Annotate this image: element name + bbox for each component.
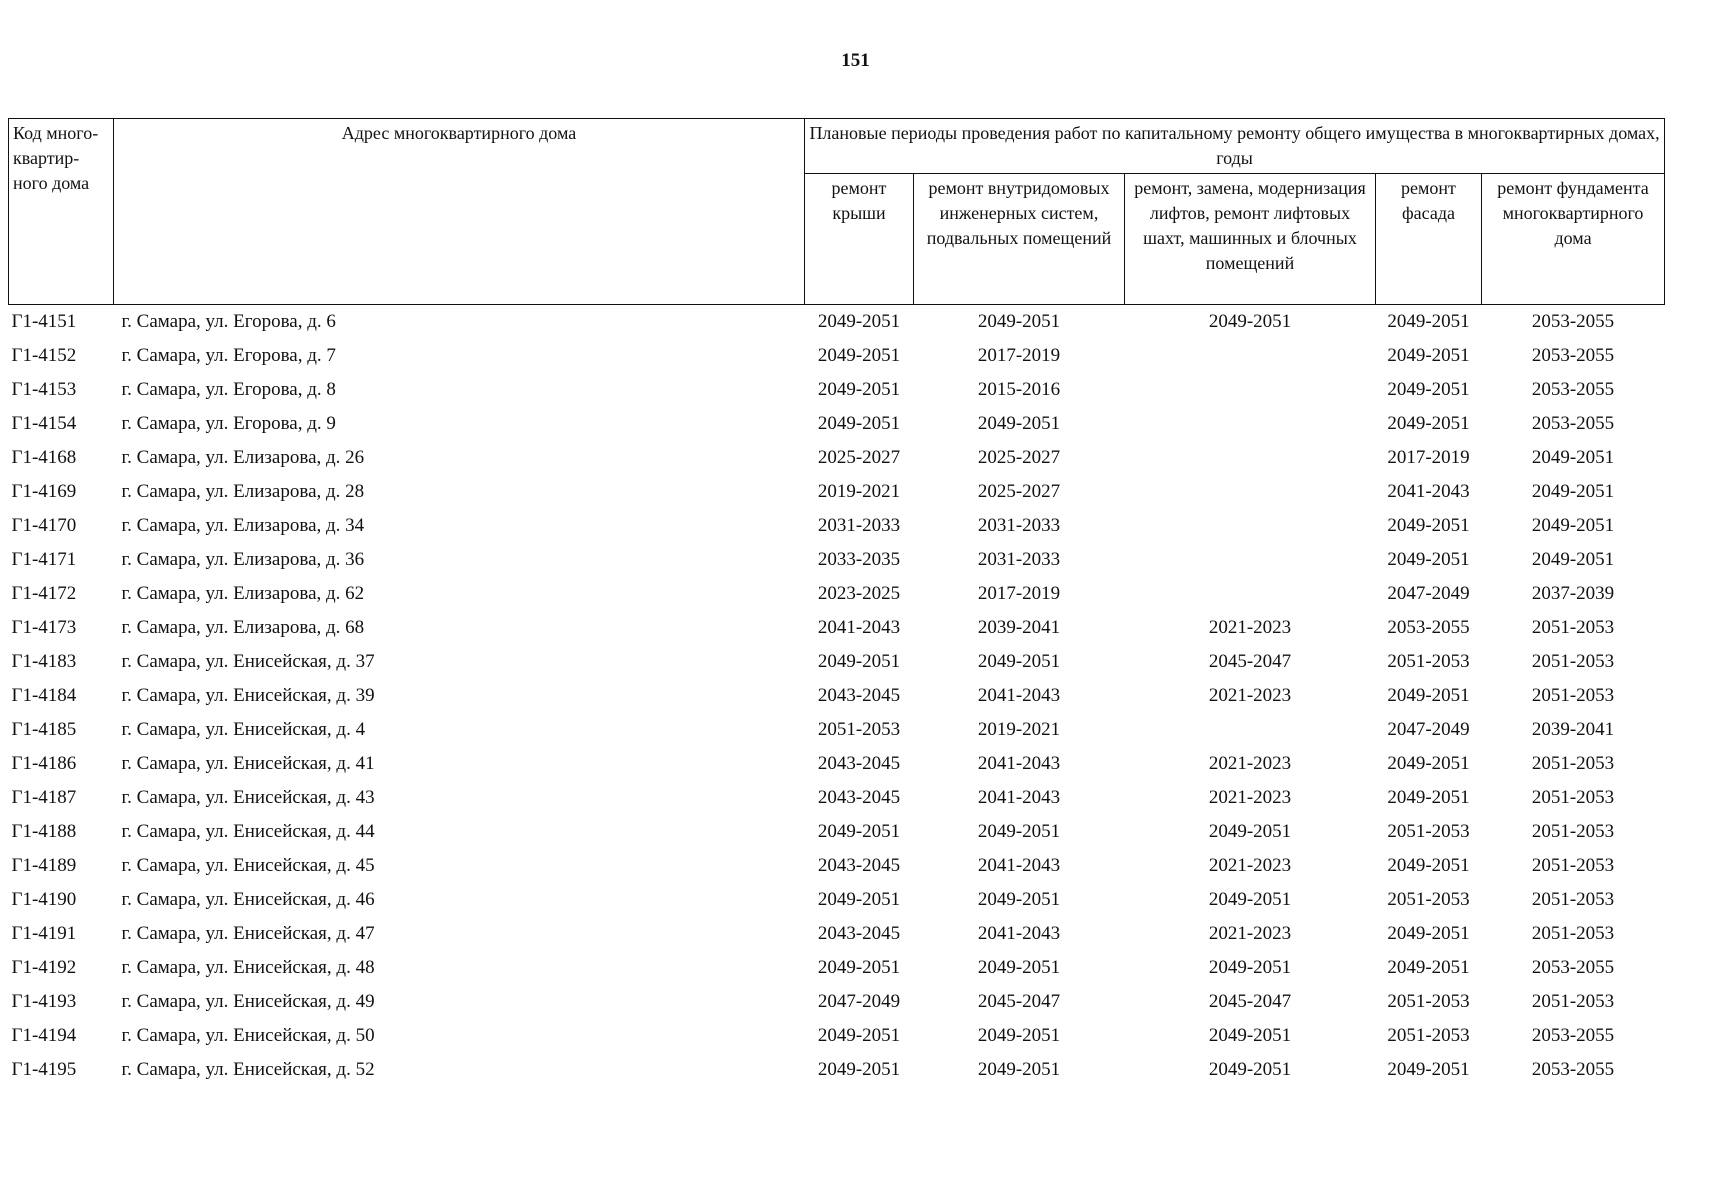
cell-facade: 2049-2051 <box>1387 753 1470 774</box>
table-row <box>9 781 1665 815</box>
cell-lifts <box>1125 509 1376 543</box>
cell-foundation: 2051-2053 <box>1531 923 1615 944</box>
cell-systems: 2017-2019 <box>977 583 1061 604</box>
cell-foundation: 2039-2041 <box>1531 719 1615 740</box>
cell-systems: 2041-2043 <box>977 855 1061 876</box>
cell-facade: 2051-2053 <box>1387 889 1470 910</box>
table-row <box>9 747 1665 781</box>
header-address: Адрес многоквартирного дома <box>114 119 805 305</box>
cell-roof: 2047-2049 <box>817 991 901 1012</box>
cell-facade: 2051-2053 <box>1387 991 1470 1012</box>
cell-foundation: 2053-2055 <box>1531 1059 1615 1080</box>
cell-systems: 2049-2051 <box>977 889 1061 910</box>
cell-facade: 2049-2051 <box>1387 515 1470 536</box>
table-row <box>9 1053 1665 1087</box>
cell-roof: 2049-2051 <box>817 1059 901 1080</box>
cell-roof: 2049-2051 <box>817 821 901 842</box>
cell-foundation: 2051-2053 <box>1531 855 1615 876</box>
cell-lifts: 2049-2051 <box>1208 889 1292 910</box>
header-lifts: ремонт, замена, модернизация лифтов, ремонт лифтовых шахт, машинных и блочных помещений <box>1125 174 1376 305</box>
cell-lifts: 2021-2023 <box>1208 787 1292 808</box>
cell-foundation: 2053-2055 <box>1531 379 1615 400</box>
header-roof: ремонт крыши <box>805 174 914 305</box>
table-row <box>9 917 1665 951</box>
cell-foundation: 2053-2055 <box>1531 957 1615 978</box>
cell-facade: 2049-2051 <box>1387 379 1470 400</box>
cell-address: г. Самара, ул. Егорова, д. 9 <box>121 413 336 434</box>
table-row <box>9 1019 1665 1053</box>
cell-systems: 2049-2051 <box>977 821 1061 842</box>
cell-code: Г1-4170 <box>11 515 77 536</box>
cell-facade: 2049-2051 <box>1387 685 1470 706</box>
cell-roof: 2049-2051 <box>817 345 901 366</box>
cell-address: г. Самара, ул. Елизарова, д. 34 <box>121 515 365 536</box>
cell-code: Г1-4173 <box>11 617 77 638</box>
cell-systems: 2049-2051 <box>977 413 1061 434</box>
cell-lifts <box>1125 339 1376 373</box>
table-row <box>9 679 1665 713</box>
cell-roof: 2051-2053 <box>817 719 901 740</box>
cell-address: г. Самара, ул. Егорова, д. 8 <box>121 379 336 400</box>
cell-facade: 2051-2053 <box>1387 1025 1470 1046</box>
cell-foundation: 2053-2055 <box>1531 1025 1615 1046</box>
cell-lifts <box>1125 577 1376 611</box>
cell-foundation: 2051-2053 <box>1531 753 1615 774</box>
cell-address: г. Самара, ул. Елизарова, д. 62 <box>121 583 365 604</box>
cell-facade: 2017-2019 <box>1387 447 1470 468</box>
cell-code: Г1-4172 <box>11 583 77 604</box>
table-row <box>9 951 1665 985</box>
cell-facade: 2049-2051 <box>1387 413 1470 434</box>
cell-code: Г1-4152 <box>11 345 77 366</box>
cell-foundation: 2051-2053 <box>1531 685 1615 706</box>
cell-code: Г1-4183 <box>11 651 77 672</box>
table-row <box>9 815 1665 849</box>
cell-foundation: 2053-2055 <box>1531 311 1615 332</box>
cell-facade: 2049-2051 <box>1387 787 1470 808</box>
cell-facade: 2049-2051 <box>1387 855 1470 876</box>
cell-foundation: 2051-2053 <box>1531 617 1615 638</box>
cell-facade: 2049-2051 <box>1387 311 1470 332</box>
cell-lifts: 2049-2051 <box>1208 957 1292 978</box>
cell-roof: 2041-2043 <box>817 617 901 638</box>
cell-roof: 2049-2051 <box>817 1025 901 1046</box>
cell-systems: 2049-2051 <box>977 651 1061 672</box>
cell-lifts: 2021-2023 <box>1208 753 1292 774</box>
cell-code: Г1-4153 <box>11 379 77 400</box>
cell-foundation: 2051-2053 <box>1531 651 1615 672</box>
cell-code: Г1-4189 <box>11 855 77 876</box>
table-row <box>9 373 1665 407</box>
cell-systems: 2031-2033 <box>977 515 1061 536</box>
table-row <box>9 305 1665 340</box>
cell-roof: 2025-2027 <box>817 447 901 468</box>
cell-systems: 2031-2033 <box>977 549 1061 570</box>
cell-address: г. Самара, ул. Енисейская, д. 39 <box>121 685 375 706</box>
cell-facade: 2053-2055 <box>1387 617 1470 638</box>
cell-address: г. Самара, ул. Енисейская, д. 46 <box>121 889 375 910</box>
cell-address: г. Самара, ул. Енисейская, д. 50 <box>121 1025 375 1046</box>
table-row <box>9 441 1665 475</box>
cell-systems: 2041-2043 <box>977 753 1061 774</box>
cell-lifts <box>1125 475 1376 509</box>
table-body <box>9 305 1665 1088</box>
cell-lifts: 2021-2023 <box>1208 685 1292 706</box>
cell-roof: 2043-2045 <box>817 685 901 706</box>
cell-lifts: 2021-2023 <box>1208 855 1292 876</box>
table-row <box>9 339 1665 373</box>
table-row <box>9 713 1665 747</box>
cell-address: г. Самара, ул. Енисейская, д. 37 <box>121 651 375 672</box>
cell-code: Г1-4169 <box>11 481 77 502</box>
cell-systems: 2045-2047 <box>977 991 1061 1012</box>
cell-systems: 2049-2051 <box>977 311 1061 332</box>
cell-facade: 2047-2049 <box>1387 583 1470 604</box>
cell-roof: 2049-2051 <box>817 957 901 978</box>
cell-address: г. Самара, ул. Енисейская, д. 52 <box>121 1059 375 1080</box>
header-row-main <box>9 119 1665 174</box>
header-foundation: ремонт фундамента многоквартирного дома <box>1482 174 1665 305</box>
cell-roof: 2031-2033 <box>817 515 901 536</box>
cell-address: г. Самара, ул. Енисейская, д. 47 <box>121 923 375 944</box>
cell-code: Г1-4195 <box>11 1059 77 1080</box>
cell-code: Г1-4151 <box>11 311 77 332</box>
cell-systems: 2049-2051 <box>977 1025 1061 1046</box>
cell-facade: 2051-2053 <box>1387 651 1470 672</box>
table-row <box>9 509 1665 543</box>
cell-roof: 2023-2025 <box>817 583 901 604</box>
table-row <box>9 475 1665 509</box>
header-facade: ремонт фасада <box>1376 174 1482 305</box>
cell-facade: 2047-2049 <box>1387 719 1470 740</box>
table-row <box>9 543 1665 577</box>
cell-facade: 2049-2051 <box>1387 345 1470 366</box>
cell-lifts: 2049-2051 <box>1208 1059 1292 1080</box>
cell-lifts <box>1125 441 1376 475</box>
cell-code: Г1-4194 <box>11 1025 77 1046</box>
cell-systems: 2025-2027 <box>977 447 1061 468</box>
cell-systems: 2019-2021 <box>977 719 1061 740</box>
cell-lifts <box>1125 543 1376 577</box>
cell-lifts <box>1125 373 1376 407</box>
cell-facade: 2051-2053 <box>1387 821 1470 842</box>
cell-code: Г1-4171 <box>11 549 77 570</box>
cell-address: г. Самара, ул. Енисейская, д. 44 <box>121 821 375 842</box>
cell-roof: 2049-2051 <box>817 651 901 672</box>
cell-foundation: 2049-2051 <box>1531 549 1615 570</box>
cell-roof: 2043-2045 <box>817 923 901 944</box>
cell-foundation: 2053-2055 <box>1531 345 1615 366</box>
cell-address: г. Самара, ул. Елизарова, д. 26 <box>121 447 365 468</box>
cell-roof: 2019-2021 <box>817 481 901 502</box>
cell-systems: 2049-2051 <box>977 957 1061 978</box>
cell-lifts: 2021-2023 <box>1208 923 1292 944</box>
cell-code: Г1-4185 <box>11 719 77 740</box>
cell-foundation: 2051-2053 <box>1531 787 1615 808</box>
cell-address: г. Самара, ул. Енисейская, д. 49 <box>121 991 375 1012</box>
cell-foundation: 2049-2051 <box>1531 481 1615 502</box>
cell-facade: 2041-2043 <box>1387 481 1470 502</box>
cell-facade: 2049-2051 <box>1387 957 1470 978</box>
table-row <box>9 849 1665 883</box>
cell-address: г. Самара, ул. Енисейская, д. 4 <box>121 719 366 740</box>
cell-foundation: 2049-2051 <box>1531 447 1615 468</box>
table-row <box>9 407 1665 441</box>
cell-address: г. Самара, ул. Енисейская, д. 45 <box>121 855 375 876</box>
table-row <box>9 645 1665 679</box>
cell-address: г. Самара, ул. Егорова, д. 6 <box>121 311 336 332</box>
cell-code: Г1-4186 <box>11 753 77 774</box>
cell-foundation: 2051-2053 <box>1531 821 1615 842</box>
cell-address: г. Самара, ул. Енисейская, д. 43 <box>121 787 375 808</box>
repair-schedule-table <box>8 118 1665 1087</box>
cell-address: г. Самара, ул. Енисейская, д. 41 <box>121 753 375 774</box>
cell-foundation: 2051-2053 <box>1531 889 1615 910</box>
cell-roof: 2043-2045 <box>817 855 901 876</box>
cell-systems: 2039-2041 <box>977 617 1061 638</box>
cell-lifts <box>1125 407 1376 441</box>
cell-code: Г1-4187 <box>11 787 77 808</box>
cell-foundation: 2037-2039 <box>1531 583 1615 604</box>
cell-code: Г1-4168 <box>11 447 77 468</box>
cell-roof: 2043-2045 <box>817 753 901 774</box>
cell-systems: 2041-2043 <box>977 787 1061 808</box>
cell-foundation: 2053-2055 <box>1531 413 1615 434</box>
cell-systems: 2041-2043 <box>977 923 1061 944</box>
cell-roof: 2043-2045 <box>817 787 901 808</box>
cell-lifts: 2021-2023 <box>1208 617 1292 638</box>
cell-systems: 2017-2019 <box>977 345 1061 366</box>
cell-code: Г1-4193 <box>11 991 77 1012</box>
cell-lifts: 2045-2047 <box>1208 991 1292 1012</box>
cell-roof: 2049-2051 <box>817 311 901 332</box>
cell-systems: 2041-2043 <box>977 685 1061 706</box>
cell-roof: 2049-2051 <box>817 889 901 910</box>
cell-address: г. Самара, ул. Елизарова, д. 36 <box>121 549 365 570</box>
cell-lifts: 2049-2051 <box>1208 821 1292 842</box>
page-number: 151 <box>841 50 870 71</box>
header-code: Код много-квартир-ного дома <box>9 119 114 305</box>
cell-facade: 2049-2051 <box>1387 549 1470 570</box>
cell-systems: 2049-2051 <box>977 1059 1061 1080</box>
cell-roof: 2049-2051 <box>817 413 901 434</box>
cell-code: Г1-4154 <box>11 413 77 434</box>
table-row <box>9 883 1665 917</box>
cell-foundation: 2049-2051 <box>1531 515 1615 536</box>
cell-address: г. Самара, ул. Елизарова, д. 68 <box>121 617 365 638</box>
cell-code: Г1-4188 <box>11 821 77 842</box>
cell-lifts: 2045-2047 <box>1208 651 1292 672</box>
header-systems: ремонт внутридомовых инженерных систем, подвальных помещений <box>914 174 1125 305</box>
cell-roof: 2033-2035 <box>817 549 901 570</box>
cell-code: Г1-4191 <box>11 923 77 944</box>
cell-address: г. Самара, ул. Енисейская, д. 48 <box>121 957 375 978</box>
cell-lifts: 2049-2051 <box>1208 1025 1292 1046</box>
table-row <box>9 985 1665 1019</box>
cell-code: Г1-4190 <box>11 889 77 910</box>
table-row <box>9 577 1665 611</box>
cell-facade: 2049-2051 <box>1387 923 1470 944</box>
cell-address: г. Самара, ул. Елизарова, д. 28 <box>121 481 365 502</box>
cell-foundation: 2051-2053 <box>1531 991 1615 1012</box>
cell-lifts <box>1125 713 1376 747</box>
cell-code: Г1-4184 <box>11 685 77 706</box>
cell-code: Г1-4192 <box>11 957 77 978</box>
table-row <box>9 611 1665 645</box>
cell-address: г. Самара, ул. Егорова, д. 7 <box>121 345 336 366</box>
cell-systems: 2015-2016 <box>977 379 1061 400</box>
header-periods-group: Плановые периоды проведения работ по капитальному ремонту общего имущества в многоквартирных домах, годы <box>805 119 1665 174</box>
cell-systems: 2025-2027 <box>977 481 1061 502</box>
cell-facade: 2049-2051 <box>1387 1059 1470 1080</box>
cell-roof: 2049-2051 <box>817 379 901 400</box>
cell-lifts: 2049-2051 <box>1208 311 1292 332</box>
